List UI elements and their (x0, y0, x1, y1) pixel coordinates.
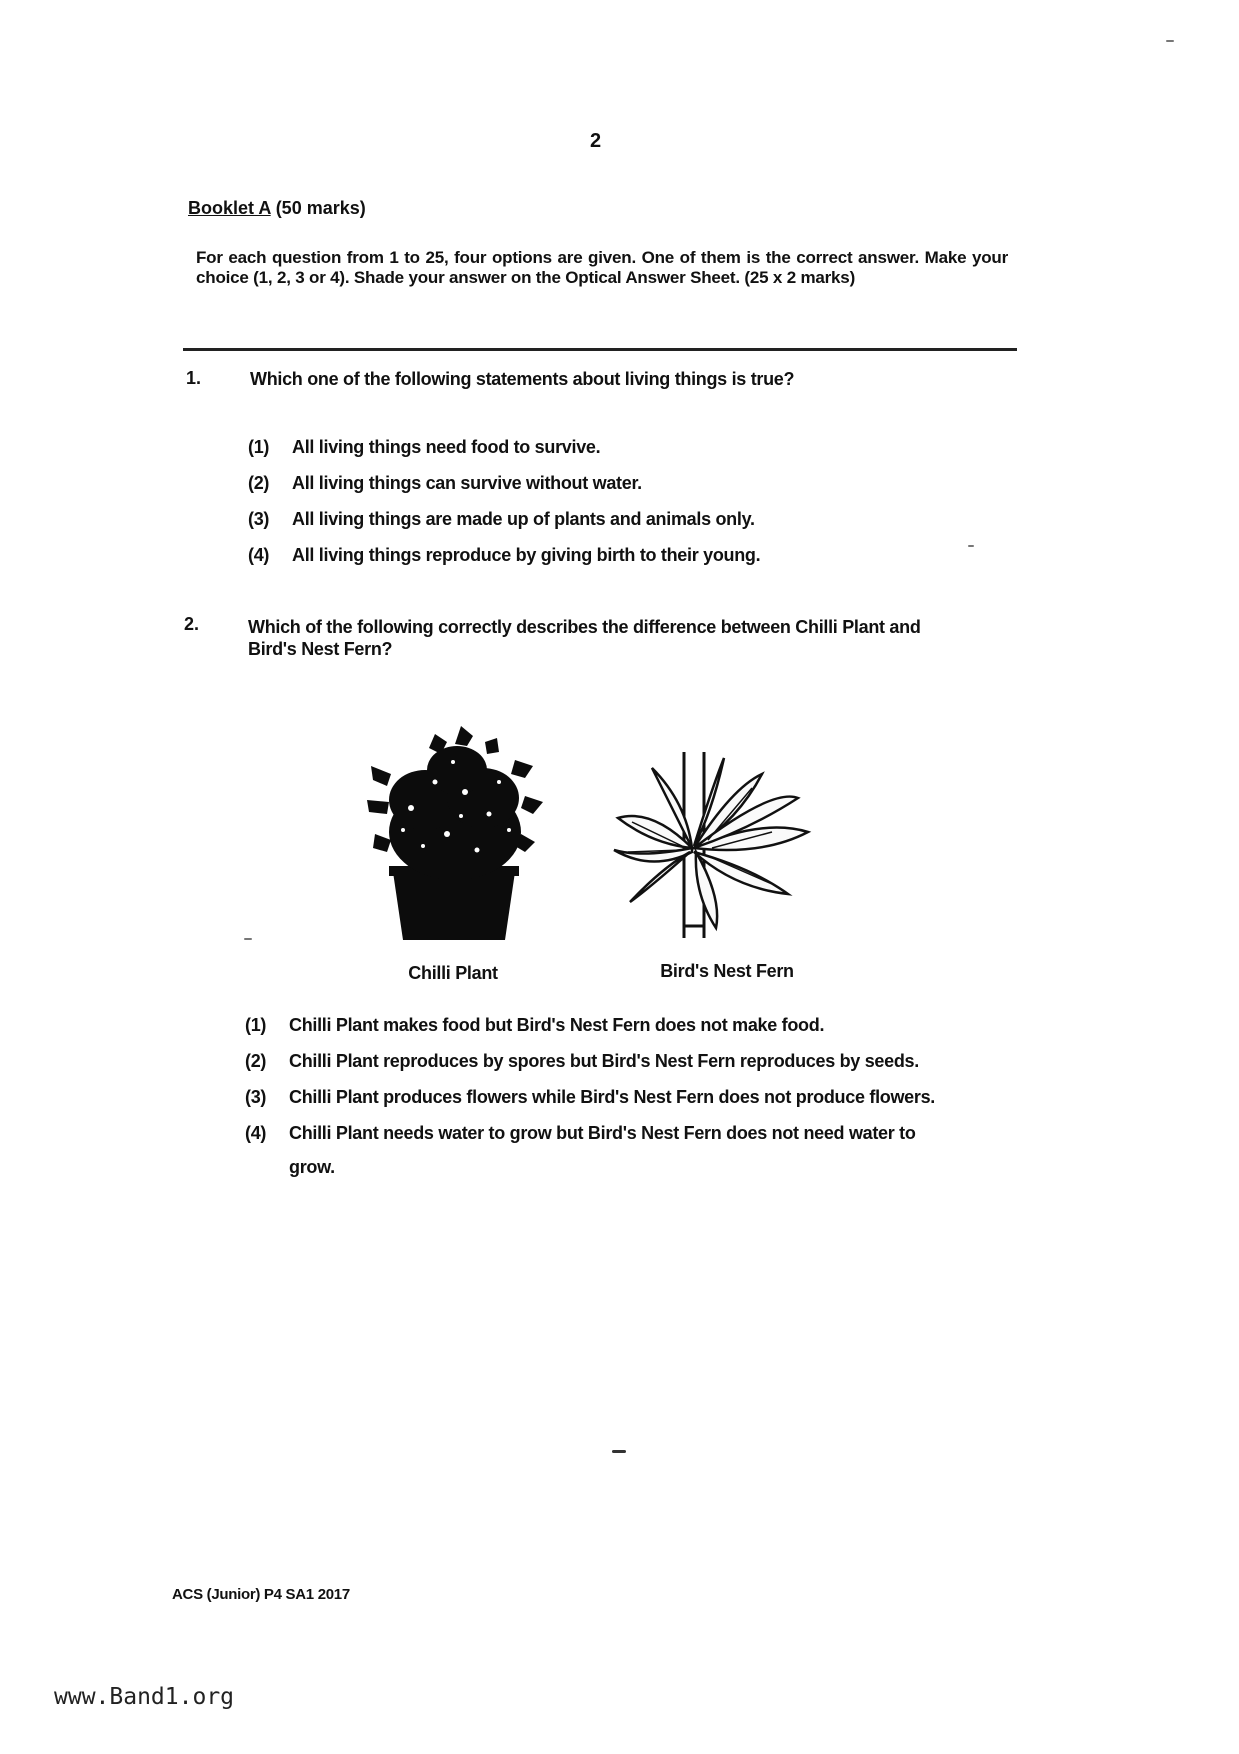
booklet-marks: (50 marks) (275, 198, 366, 218)
question-2-option-3 (245, 1087, 935, 1108)
watermark: www.Band1.org (54, 1684, 235, 1710)
option-text: All living things are made up of plants and animals only. (292, 509, 755, 529)
option-text: All living things reproduce by giving birth to their young. (292, 545, 761, 565)
question-2-option-4-continuation: grow. (289, 1157, 335, 1177)
question-2-option-2 (245, 1051, 919, 1072)
page-number: 2 (590, 130, 602, 152)
scan-speck (244, 938, 252, 940)
option-number: (2) (245, 1051, 267, 1071)
option-text: Chilli Plant produces flowers while Bird's Nest Fern does not produce flowers. (289, 1087, 935, 1107)
booklet-label: Booklet A (188, 198, 271, 218)
option-text: Chilli Plant makes food but Bird's Nest Fern does not make food. (289, 1015, 825, 1035)
footer: ACS (Junior) P4 SA1 2017 (172, 1586, 350, 1603)
birds-nest-fern-illustration (612, 748, 818, 940)
option-number: (4) (245, 1123, 267, 1143)
instructions: For each question from 1 to 25, four options are given. One of them is the correct answer. Make your choice (1, 2, 3 or 4). Shade your answer on the Optical Answer Sheet. (25 x 2 marks) (196, 248, 1008, 287)
scan-speck (968, 545, 974, 547)
birds-nest-fern-caption: Bird's Nest Fern (660, 961, 794, 981)
question-2-option-1 (245, 1015, 824, 1036)
option-number: (3) (245, 1087, 267, 1107)
question-1-option-2 (248, 473, 642, 494)
divider (183, 348, 1017, 351)
option-number: (4) (248, 545, 270, 565)
question-1-option-1 (248, 437, 600, 458)
question-2-number: 2. (184, 614, 200, 634)
option-text: All living things can survive without water. (292, 473, 642, 493)
question-1-number: 1. (186, 368, 202, 388)
chilli-plant-illustration (365, 722, 545, 950)
question-2-text-line-1: Which of the following correctly describes the difference between Chilli Plant and (248, 617, 921, 637)
option-number: (1) (248, 437, 270, 457)
question-2-option-4 (245, 1123, 916, 1144)
question-2-text-line-2: Bird's Nest Fern? (248, 639, 393, 659)
option-number: (3) (248, 509, 270, 529)
option-text: Chilli Plant needs water to grow but Bird's Nest Fern does not need water to (289, 1123, 916, 1143)
question-1-text: Which one of the following statements about living things is true? (250, 369, 795, 389)
option-number: (2) (248, 473, 270, 493)
scan-speck (612, 1450, 626, 1453)
option-number: (1) (245, 1015, 267, 1035)
section-title (188, 198, 366, 219)
question-1-option-3 (248, 509, 755, 530)
question-2-text (248, 616, 921, 660)
chilli-plant-caption: Chilli Plant (408, 963, 498, 983)
option-text: Chilli Plant reproduces by spores but Bird's Nest Fern reproduces by seeds. (289, 1051, 919, 1071)
question-1-option-4 (248, 545, 760, 566)
scan-speck (1166, 40, 1174, 42)
option-text: All living things need food to survive. (292, 437, 601, 457)
